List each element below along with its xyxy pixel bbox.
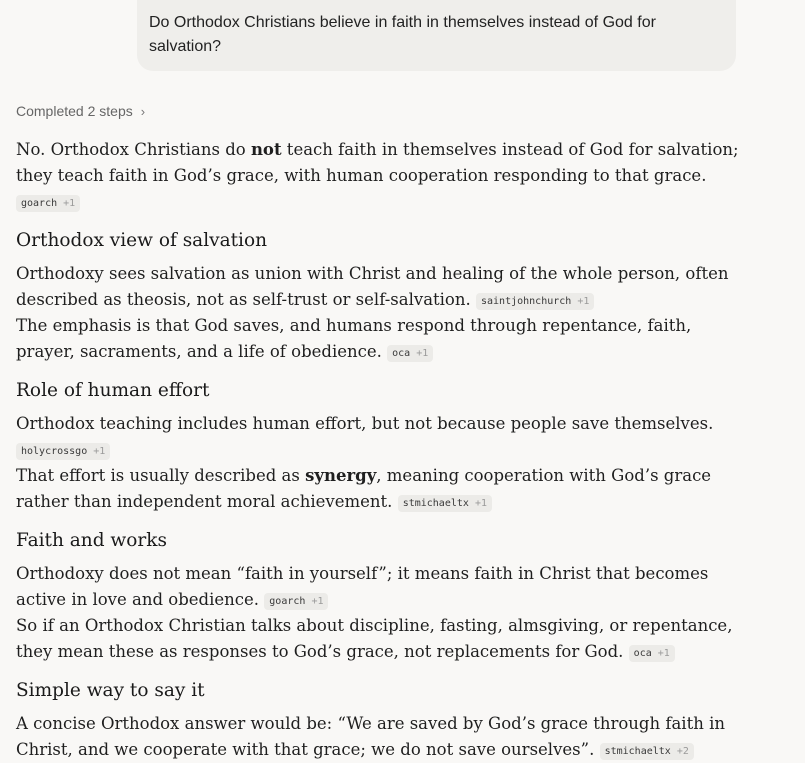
section-heading: Simple way to say it (16, 680, 205, 701)
paragraph: That effort is usually described as synergy, meaning cooperation with God’s grace rather than independent moral achievement. stmichaeltx +1 (16, 466, 712, 511)
citation-chip[interactable]: oca +1 (629, 645, 675, 662)
citation-chip[interactable]: stmichaeltx +1 (398, 495, 492, 512)
completed-steps-toggle[interactable] (16, 103, 145, 119)
section-heading: Faith and works (16, 530, 167, 551)
paragraph: So if an Orthodox Christian talks about discipline, fasting, almsgiving, or repentance, they mean these as responses to God’s grace, not replacements for God. oca +1 (16, 616, 733, 661)
paragraph: A concise Orthodox answer would be: “We are saved by God’s grace through faith in Christ, and we cooperate with that grace; we do not save ourselves”. stmichaeltx +2 (16, 714, 725, 759)
citation-chip[interactable]: goarch +1 (264, 593, 328, 610)
paragraph: Orthodoxy does not mean “faith in yourself”; it means faith in Christ that becomes active in love and obedience. goarch +1 (16, 564, 709, 609)
user-message-bubble (137, 0, 736, 71)
chevron-right-icon: › (140, 103, 146, 119)
paragraph: Orthodox teaching includes human effort, but not because people save themselves. holycrossgo +1 (16, 411, 746, 463)
paragraph: Orthodoxy sees salvation as union with Christ and healing of the whole person, often described as theosis, not as self-trust or self-salvation. saintjohnchurch +1 (16, 264, 729, 309)
citation-chip[interactable]: goarch +1 (16, 195, 80, 212)
section-heading: Role of human effort (16, 380, 210, 401)
paragraph: The emphasis is that God saves, and humans respond through repentance, faith, prayer, sacraments, and a life of obedience. oca +1 (16, 316, 692, 361)
assistant-answer (16, 137, 746, 763)
section-heading: Orthodox view of salvation (16, 230, 268, 251)
answer-intro: No. Orthodox Christians do not teach faith in themselves instead of God for salvation; they teach faith in God’s grace, with human cooperation responding to that grace. goarch +1 (16, 137, 746, 215)
citation-chip[interactable]: oca +1 (387, 345, 433, 362)
citation-chip[interactable]: saintjohnchurch +1 (476, 293, 594, 310)
citation-chip[interactable]: holycrossgo +1 (16, 443, 110, 460)
citation-chip[interactable]: stmichaeltx +2 (600, 743, 694, 760)
completed-steps-label: Completed 2 steps (16, 103, 133, 119)
user-message-text: Do Orthodox Christians believe in faith in themselves instead of God for salvation? (149, 14, 656, 55)
